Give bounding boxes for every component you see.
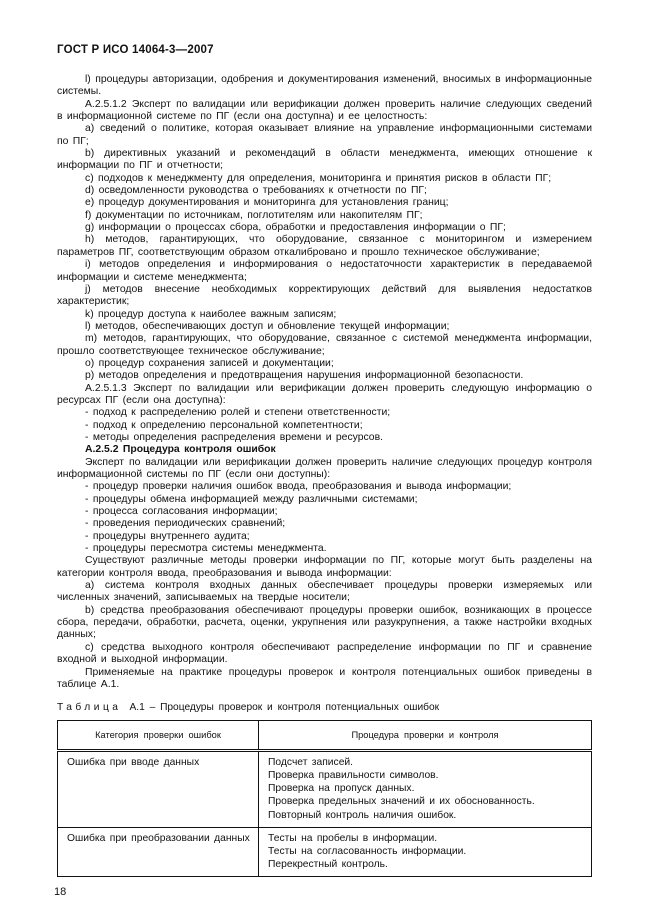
procedure-line: Перекрестный контроль. (268, 858, 388, 870)
paragraph: c) средства выходного контроля обеспечивают распределение информации по ПГ и сравнение входной и выходной информации. (57, 641, 592, 666)
paragraph: k) процедур доступа к наиболее важным записям; (85, 308, 337, 320)
paragraph: - процесса согласования информации; (85, 506, 278, 518)
paragraph: - процедур проверки наличия ошибок ввода, преобразования и вывода информации; (85, 481, 512, 493)
body-text (57, 74, 592, 691)
paragraph: Применяемые на практике процедуры проверок и контроля потенциальных ошибок приведены в таблице А.1. (57, 666, 592, 690)
column-header-error-category: Категория проверки ошибок (58, 721, 259, 751)
paragraph: - процедуры обмена информацией между различными системами; (85, 493, 418, 505)
procedures-cell (259, 751, 592, 827)
paragraph: - процедуры пересмотра системы менеджмента. (85, 543, 327, 555)
table-caption-text: А.1 – Процедуры проверок и контроля потенциальных ошибок (129, 702, 440, 714)
table-header-row (58, 721, 592, 751)
table-caption-label: Таблица (57, 702, 122, 714)
table-caption (57, 702, 592, 713)
paragraph: А.2.5.1.2 Эксперт по валидации или верификации должен проверить наличие следующих сведений в информационной системе по ПГ (если она доступна) и ее целостность: (57, 98, 592, 123)
error-category-cell: Ошибка при вводе данных (58, 751, 259, 827)
paragraph: o) процедур сохранения записей и документации; (85, 357, 334, 369)
error-category-cell: Ошибка при преобразовании данных (58, 827, 259, 876)
procedure-line: Подсчет записей. (268, 757, 354, 769)
paragraph: Существуют различные методы проверки информации по ПГ, которые могут быть разделены на категории контроля ввода, преобразования и вывода информации: (57, 555, 592, 579)
paragraph: А.2.5.1.3 Эксперт по валидации или верификации должен проверить следующую информацию о ресурсах ПГ (если она доступна): (57, 382, 592, 406)
document-standard-title: ГОСТ Р ИСО 14064-3—2007 (57, 44, 214, 56)
paragraph: - процедуры внутреннего аудита; (85, 530, 250, 542)
paragraph: b) средства преобразования обеспечивают процедуры проверки ошибок, возникающих в процессе сбора, передачи, обработки, расчета, оценки, укрупнения или разукрупнения, а также настройки входных данных; (57, 604, 592, 641)
paragraph: j) методов внесение необходимых корректирующих действий для выявления недостатков характеристик; (57, 283, 592, 308)
procedure-line: Проверка на пропуск данных. (268, 783, 415, 795)
paragraph: - подход к распределению ролей и степени ответственности; (85, 407, 391, 419)
paragraph: - проведения периодических сравнений; (85, 518, 286, 530)
paragraph: l) методов, обеспечивающих доступ и обновление текущей информации; (85, 320, 450, 332)
table-body (58, 751, 592, 877)
procedures-cell (259, 827, 592, 876)
paragraph: d) осведомленности руководства о требованиях к отчетности по ПГ; (85, 185, 427, 197)
paragraph: c) подходов к менеджменту для определения, мониторинга и принятия рисков в области ПГ; (85, 172, 552, 184)
table-head (58, 721, 592, 751)
page-number: 18 (54, 885, 67, 898)
paragraph: m) методов, гарантирующих, что оборудование, связанное с системой менеджмента информации, прошло соответствующее техническое обслуживание; (57, 333, 592, 357)
paragraph: e) процедур документирования и мониторинга для установления границ; (85, 197, 449, 209)
error-control-table (57, 720, 592, 877)
paragraph: g) информации о процессах сбора, обработки и предоставления информации о ПГ; (85, 222, 506, 234)
paragraph: h) методов, гарантирующих, что оборудование, связанное с мониторингом и измерением параметров ПГ, соответствующим образом откалибровано и прошло техническое обслуживание; (57, 234, 592, 258)
paragraph: - подход к определению персональной компетентности; (85, 419, 363, 431)
procedure-line: Проверка правильности символов. (268, 770, 439, 782)
procedure-line: Повторный контроль наличия ошибок. (268, 809, 457, 821)
paragraph: a) сведений о политике, которая оказывает влияние на управление информационными системами по ПГ; (57, 123, 592, 147)
table-row (58, 751, 592, 827)
paragraph: Эксперт по валидации или верификации должен проверить наличие следующих процедур контроля информационной системы по ПГ (если они доступны): (57, 456, 592, 480)
procedure-line: Проверка предельных значений и их обоснованность. (268, 796, 535, 808)
column-header-check-procedure: Процедура проверки и контроля (259, 721, 592, 751)
procedure-line: Тесты на пробелы в информации. (268, 832, 438, 844)
paragraph: p) методов определения и предотвращения нарушения информационной безопасности. (85, 370, 524, 382)
paragraph: a) система контроля входных данных обеспечивает процедуры проверки измеряемых или численных значений, записываемых на твердые носители; (57, 580, 592, 604)
section-heading: А.2.5.2 Процедура контроля ошибок (85, 444, 276, 456)
paragraph: f) документации по источникам, поглотителям или накопителям ПГ; (85, 209, 423, 221)
paragraph: b) директивных указаний и рекомендаций в области менеджмента, имеющих отношение к информации по ПГ и отчетности; (57, 148, 592, 172)
paragraph: i) методов определения и информирования о недостаточности характеристик в передаваемой информации и системе менеджмента; (57, 259, 592, 283)
paragraph: l) процедуры авторизации, одобрения и документирования изменений, вносимых в информационные системы. (57, 74, 592, 98)
procedure-line: Тесты на согласованность информации. (268, 845, 467, 857)
table-row (58, 827, 592, 876)
paragraph: - методы определения распределения времени и ресурсов. (85, 431, 383, 443)
